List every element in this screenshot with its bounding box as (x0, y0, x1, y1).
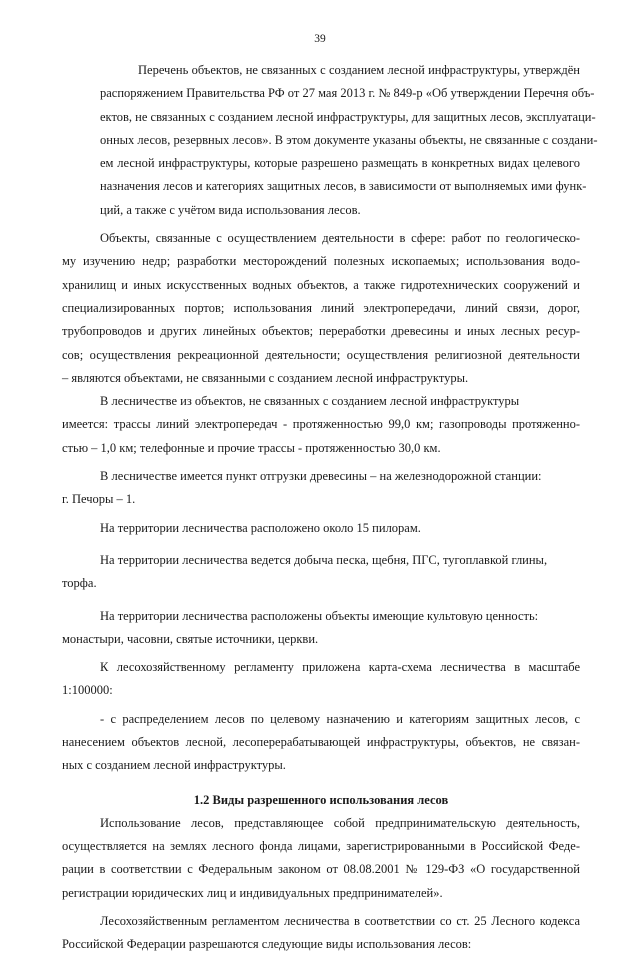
text-line: ных с созданием лесной инфраструктуры. (62, 758, 286, 773)
page-number: 39 (314, 33, 326, 45)
text-line: Лесохозяйственным регламентом лесничества в соответствии со ст. 25 Лесного кодекса (100, 913, 580, 928)
text-line: ем лесной инфраструктуры, которые разрешено размещать в конкретных видах целевого (100, 156, 580, 171)
paragraph-allowed-uses (62, 910, 580, 956)
text-line: Перечень объектов, не связанных с созданием лесной инфраструктуры, утверждён (138, 63, 580, 77)
paragraph-mining (62, 549, 580, 596)
page-content (62, 59, 598, 956)
text-line: ций, а также с учётом вида использования лесов. (100, 202, 361, 217)
text-line: ектов, не связанных с созданием лесной инфраструктуры, для защитных лесов, эксплуатаци- (100, 109, 596, 124)
text-line: На территории лесничества расположены объекты имеющие культовую ценность: (100, 608, 539, 623)
paragraph-map-scheme (62, 656, 580, 703)
paragraph-sawmills (62, 517, 580, 540)
text-line: специализированных портов; использования линий электропередачи, линий связи, дорог, (62, 300, 580, 315)
text-line: В лесничестве имеется пункт отгрузки древесины – на железнодорожной станции: (100, 469, 542, 484)
text-line: распоряжением Правительства РФ от 27 мая 2013 г. № 849-р «Об утверждении Перечня объ- (100, 86, 595, 101)
paragraph-linear-objects (62, 390, 580, 460)
text-line: На территории лесничества ведется добыча песка, щебня, ПГС, тугоплавкой глины, (100, 552, 548, 567)
text-line: стью – 1,0 км; телефонные и прочие трассы - протяженностью 30,0 км. (62, 440, 441, 455)
text-line: Объекты, связанные с осуществлением деятельности в сфере: работ по геологическо- (100, 231, 580, 246)
text-line: торфа. (62, 576, 97, 591)
text-line: осуществляется на землях лесного фонда лицами, зарегистрированными в Российской Феде- (62, 838, 580, 853)
paragraph-business-use (62, 812, 580, 905)
text-line: хранилищ и иных искусственных водных объектов, а также гидротехнических сооружений и (62, 277, 580, 292)
text-line: В лесничестве из объектов, не связанных с созданием лесной инфраструктуры (100, 394, 520, 409)
paragraph-objects-list (62, 59, 598, 222)
text-line: Российской Федерации разрешаются следующие виды использования лесов: (62, 937, 472, 952)
text-line: му изучению недр; разработки месторождений полезных ископаемых; использования водо- (62, 254, 580, 269)
text-line: - с распределением лесов по целевому назначению и категориям защитных лесов, с (100, 711, 580, 726)
text-line: назначения лесов и категориях защитных лесов, в зависимости от выполняемых ими функ- (100, 179, 587, 194)
text-line: нанесением объектов лесной, лесоперерабатывающей инфраструктуры, объектов, не связан- (62, 735, 580, 750)
text-line: 1:100000: (62, 683, 113, 698)
text-line: монастыри, часовни, святые источники, церкви. (62, 631, 319, 646)
text-line: Использование лесов, представляющее собой предпринимательскую деятельность, (100, 815, 580, 830)
text-line: рации в соответствии с Федеральным законом от 08.08.2001 № 129-ФЗ «О государственной (62, 862, 580, 877)
paragraph-activity-objects (62, 227, 580, 390)
text-line: сов; осуществления рекреационной деятельности; осуществления религиозной деятельности (62, 347, 580, 362)
text-line: трубопроводов и других линейных объектов; переработки древесины и иных лесных ресур- (62, 324, 580, 339)
section-heading: 1.2 Виды разрешенного использования лесов (193, 792, 449, 807)
text-line: регистрации юридических лиц и индивидуальных предпринимателей». (62, 885, 443, 900)
text-line: онных лесов, резервных лесов». В этом документе указаны объекты, не связанные с создани- (100, 132, 598, 147)
text-line: имеется: трассы линий электропередач - протяженностью 99,0 км; газопроводы протяженно- (62, 417, 580, 432)
paragraph-map-details (62, 708, 580, 778)
paragraph-shipping-point (62, 465, 580, 512)
text-line: На территории лесничества расположено около 15 пилорам. (100, 520, 421, 535)
paragraph-cult-objects (62, 605, 580, 652)
text-line: К лесохозяйственному регламенту приложена карта-схема лесничества в масштабе (100, 660, 580, 675)
text-line: г. Печоры – 1. (62, 492, 136, 507)
text-line: – являются объектами, не связанными с созданием лесной инфраструктуры. (62, 370, 469, 385)
